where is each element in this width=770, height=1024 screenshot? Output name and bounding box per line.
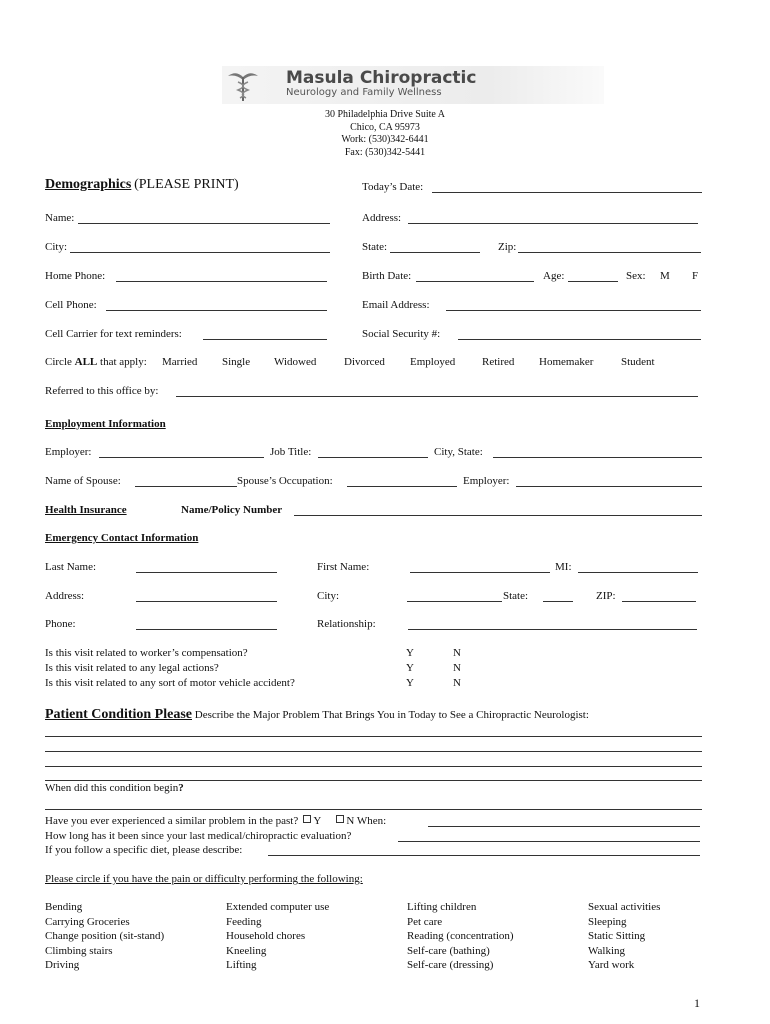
employer-field[interactable] bbox=[99, 457, 264, 458]
checkbox-icon[interactable] bbox=[336, 815, 344, 823]
question-workers-comp: Is this visit related to worker’s compensation? bbox=[45, 647, 248, 659]
email-field[interactable] bbox=[446, 310, 701, 311]
spouse-name-label: Name of Spouse: bbox=[45, 475, 121, 487]
diet-field[interactable] bbox=[268, 855, 700, 856]
page-number: 1 bbox=[694, 996, 700, 1010]
name-label: Name: bbox=[45, 212, 75, 224]
ec-mi-field[interactable] bbox=[578, 572, 698, 573]
address-line: Work: (530)342-6441 bbox=[341, 134, 429, 145]
condition-began-label bbox=[45, 782, 184, 794]
sex-option-f[interactable]: F bbox=[692, 270, 699, 282]
status-option[interactable]: Single bbox=[222, 356, 251, 368]
policy-field[interactable] bbox=[294, 515, 702, 516]
similar-no-when: N When: bbox=[346, 815, 387, 827]
activity-option[interactable]: Sleeping bbox=[588, 915, 627, 928]
address-line: Fax: (530)342-5441 bbox=[344, 146, 426, 158]
status-option[interactable]: Homemaker bbox=[539, 356, 594, 368]
city-field[interactable] bbox=[70, 252, 330, 253]
clinic-address bbox=[0, 109, 770, 159]
condition-line[interactable] bbox=[45, 780, 702, 781]
activity-option[interactable]: Change position (sit-stand) bbox=[45, 930, 165, 943]
diet-label: If you follow a specific diet, please describe: bbox=[45, 844, 243, 856]
demographics-title: Demographics bbox=[45, 177, 132, 192]
condition-began-field[interactable] bbox=[45, 809, 702, 810]
todays-date-label: Today’s Date: bbox=[362, 181, 424, 193]
similar-problem-label: Have you ever experienced a similar problem in the past? bbox=[45, 815, 299, 827]
spouse-employer-label: Employer: bbox=[463, 475, 510, 487]
ec-phone-field[interactable] bbox=[136, 629, 277, 630]
condition-line[interactable] bbox=[45, 766, 702, 767]
ec-last-name-label: Last Name: bbox=[45, 561, 97, 573]
status-option[interactable]: Student bbox=[621, 356, 655, 368]
ec-last-name-field[interactable] bbox=[136, 572, 277, 573]
todays-date-field[interactable] bbox=[432, 192, 702, 193]
ec-first-name-field[interactable] bbox=[410, 572, 550, 573]
zip-field[interactable] bbox=[518, 252, 701, 253]
marital-instruction bbox=[45, 356, 147, 368]
state-field[interactable] bbox=[390, 252, 480, 253]
similar-problem-row bbox=[45, 815, 386, 827]
condition-heading bbox=[45, 707, 589, 723]
activity-option[interactable]: Reading (concentration) bbox=[407, 930, 514, 943]
ec-mi-label: MI: bbox=[555, 561, 572, 573]
job-title-label: Job Title: bbox=[270, 446, 312, 458]
answer-yes[interactable]: Y bbox=[406, 677, 414, 689]
logo-title: Masula Chiropractic bbox=[286, 68, 477, 88]
ec-city-field[interactable] bbox=[407, 601, 502, 602]
ec-city-label: City: bbox=[317, 590, 340, 602]
demographics-title-suffix: (PLEASE PRINT) bbox=[134, 177, 239, 192]
status-option[interactable]: Divorced bbox=[344, 356, 385, 368]
activities-col-4 bbox=[588, 900, 660, 973]
cell-carrier-label: Cell Carrier for text reminders: bbox=[45, 328, 182, 340]
status-option[interactable]: Widowed bbox=[274, 356, 317, 368]
activities-col-2 bbox=[226, 900, 329, 973]
ec-zip-field[interactable] bbox=[622, 601, 696, 602]
activity-option[interactable]: Household chores bbox=[226, 930, 306, 943]
answer-no[interactable]: N bbox=[453, 647, 461, 659]
cell-phone-field[interactable] bbox=[106, 310, 327, 311]
policy-label: Name/Policy Number bbox=[181, 504, 283, 516]
spouse-occupation-field[interactable] bbox=[347, 486, 457, 487]
activity-option[interactable]: Yard work bbox=[588, 959, 635, 972]
sex-label: Sex: bbox=[626, 270, 646, 282]
activity-option[interactable]: Feeding bbox=[226, 915, 262, 928]
cell-phone-label: Cell Phone: bbox=[45, 299, 97, 311]
ec-state-field[interactable] bbox=[543, 601, 573, 602]
activities-col-1 bbox=[45, 900, 164, 973]
activity-option[interactable]: Static Sitting bbox=[588, 930, 646, 943]
answer-yes[interactable]: Y bbox=[406, 647, 414, 659]
activity-option[interactable]: Bending bbox=[45, 901, 83, 913]
referred-field[interactable] bbox=[176, 396, 698, 397]
employer-label: Employer: bbox=[45, 446, 92, 458]
status-option[interactable]: Employed bbox=[410, 356, 456, 368]
spouse-employer-field[interactable] bbox=[516, 486, 702, 487]
condition-line[interactable] bbox=[45, 751, 702, 752]
job-title-field[interactable] bbox=[318, 457, 428, 458]
ec-address-label: Address: bbox=[45, 590, 85, 602]
ssn-field[interactable] bbox=[458, 339, 701, 340]
condition-began-text: When did this condition begin bbox=[45, 782, 179, 794]
activity-option[interactable]: Kneeling bbox=[226, 944, 267, 957]
spouse-name-field[interactable] bbox=[135, 486, 237, 487]
activity-option[interactable]: Climbing stairs bbox=[45, 944, 113, 957]
logo-subtitle: Neurology and Family Wellness bbox=[286, 87, 442, 98]
status-option[interactable]: Retired bbox=[482, 356, 515, 368]
ec-zip-label: ZIP: bbox=[596, 590, 616, 602]
address-field[interactable] bbox=[408, 223, 698, 224]
state-label: State: bbox=[362, 241, 388, 253]
ec-relationship-label: Relationship: bbox=[317, 618, 376, 630]
age-label: Age: bbox=[543, 270, 565, 282]
answer-yes[interactable]: Y bbox=[406, 662, 414, 674]
circle-prefix: Circle bbox=[45, 356, 75, 368]
spouse-occupation-label: Spouse’s Occupation: bbox=[237, 475, 333, 487]
ssn-label: Social Security #: bbox=[362, 328, 441, 340]
last-evaluation-label: How long has it been since your last medical/chiropractic evaluation? bbox=[45, 830, 352, 842]
activity-option[interactable]: Sexual activities bbox=[588, 901, 661, 913]
activity-option[interactable]: Extended computer use bbox=[226, 901, 330, 913]
condition-began-q: ? bbox=[178, 782, 184, 794]
city-state-label: City, State: bbox=[434, 446, 483, 458]
question-legal: Is this visit related to any legal actions? bbox=[45, 662, 219, 674]
activities-heading: Please circle if you have the pain or difficulty performing the following: bbox=[45, 873, 363, 885]
email-label: Email Address: bbox=[362, 299, 430, 311]
ec-first-name-label: First Name: bbox=[317, 561, 370, 573]
ec-relationship-field[interactable] bbox=[408, 629, 697, 630]
ec-phone-label: Phone: bbox=[45, 618, 76, 630]
address-label: Address: bbox=[362, 212, 402, 224]
activity-option[interactable]: Self-care (bathing) bbox=[407, 944, 490, 957]
activity-option[interactable]: Walking bbox=[588, 944, 625, 957]
health-insurance-heading: Health Insurance bbox=[45, 504, 127, 516]
birth-date-field[interactable] bbox=[416, 281, 534, 282]
caduceus-icon bbox=[226, 68, 260, 102]
referred-label: Referred to this office by: bbox=[45, 385, 159, 397]
logo bbox=[222, 66, 604, 104]
city-state-field[interactable] bbox=[493, 457, 702, 458]
zip-label: Zip: bbox=[498, 241, 517, 253]
activity-option[interactable]: Carrying Groceries bbox=[45, 915, 130, 928]
ec-state-label: State: bbox=[503, 590, 529, 602]
answer-no[interactable]: N bbox=[453, 662, 461, 674]
circle-all: ALL bbox=[74, 356, 98, 368]
city-label: City: bbox=[45, 241, 68, 253]
activity-option[interactable]: Lifting bbox=[226, 959, 257, 972]
condition-title: Patient Condition Please bbox=[45, 707, 192, 722]
cell-carrier-field[interactable] bbox=[203, 339, 327, 340]
similar-when-field[interactable] bbox=[428, 826, 700, 827]
condition-prompt: Describe the Major Problem That Brings You in Today to See a Chiropractic Neurologist: bbox=[194, 709, 589, 721]
activities-col-3 bbox=[407, 900, 514, 973]
status-option[interactable]: Married bbox=[162, 356, 198, 368]
activity-option[interactable]: Lifting children bbox=[407, 901, 477, 913]
home-phone-field[interactable] bbox=[116, 281, 327, 282]
birth-date-label: Birth Date: bbox=[362, 270, 412, 282]
sex-option-m[interactable]: M bbox=[660, 270, 670, 282]
activity-option[interactable]: Driving bbox=[45, 959, 80, 972]
age-field[interactable] bbox=[568, 281, 618, 282]
employment-heading: Employment Information bbox=[45, 418, 166, 430]
name-field[interactable] bbox=[78, 223, 330, 224]
home-phone-label: Home Phone: bbox=[45, 270, 106, 282]
activity-option[interactable]: Self-care (dressing) bbox=[407, 959, 494, 972]
question-motor-vehicle: Is this visit related to any sort of motor vehicle accident? bbox=[45, 677, 295, 689]
similar-yes: Y bbox=[313, 815, 321, 827]
demographics-heading bbox=[45, 177, 239, 193]
answer-no[interactable]: N bbox=[453, 677, 461, 689]
circle-suffix: that apply: bbox=[97, 356, 147, 368]
emergency-heading: Emergency Contact Information bbox=[45, 532, 199, 544]
condition-line[interactable] bbox=[45, 736, 702, 737]
ec-address-field[interactable] bbox=[136, 601, 277, 602]
address-line: 30 Philadelphia Drive Suite A bbox=[325, 109, 445, 120]
checkbox-icon[interactable] bbox=[303, 815, 311, 823]
activity-option[interactable]: Pet care bbox=[407, 915, 443, 928]
last-evaluation-field[interactable] bbox=[398, 841, 700, 842]
address-line: Chico, CA 95973 bbox=[350, 121, 420, 133]
